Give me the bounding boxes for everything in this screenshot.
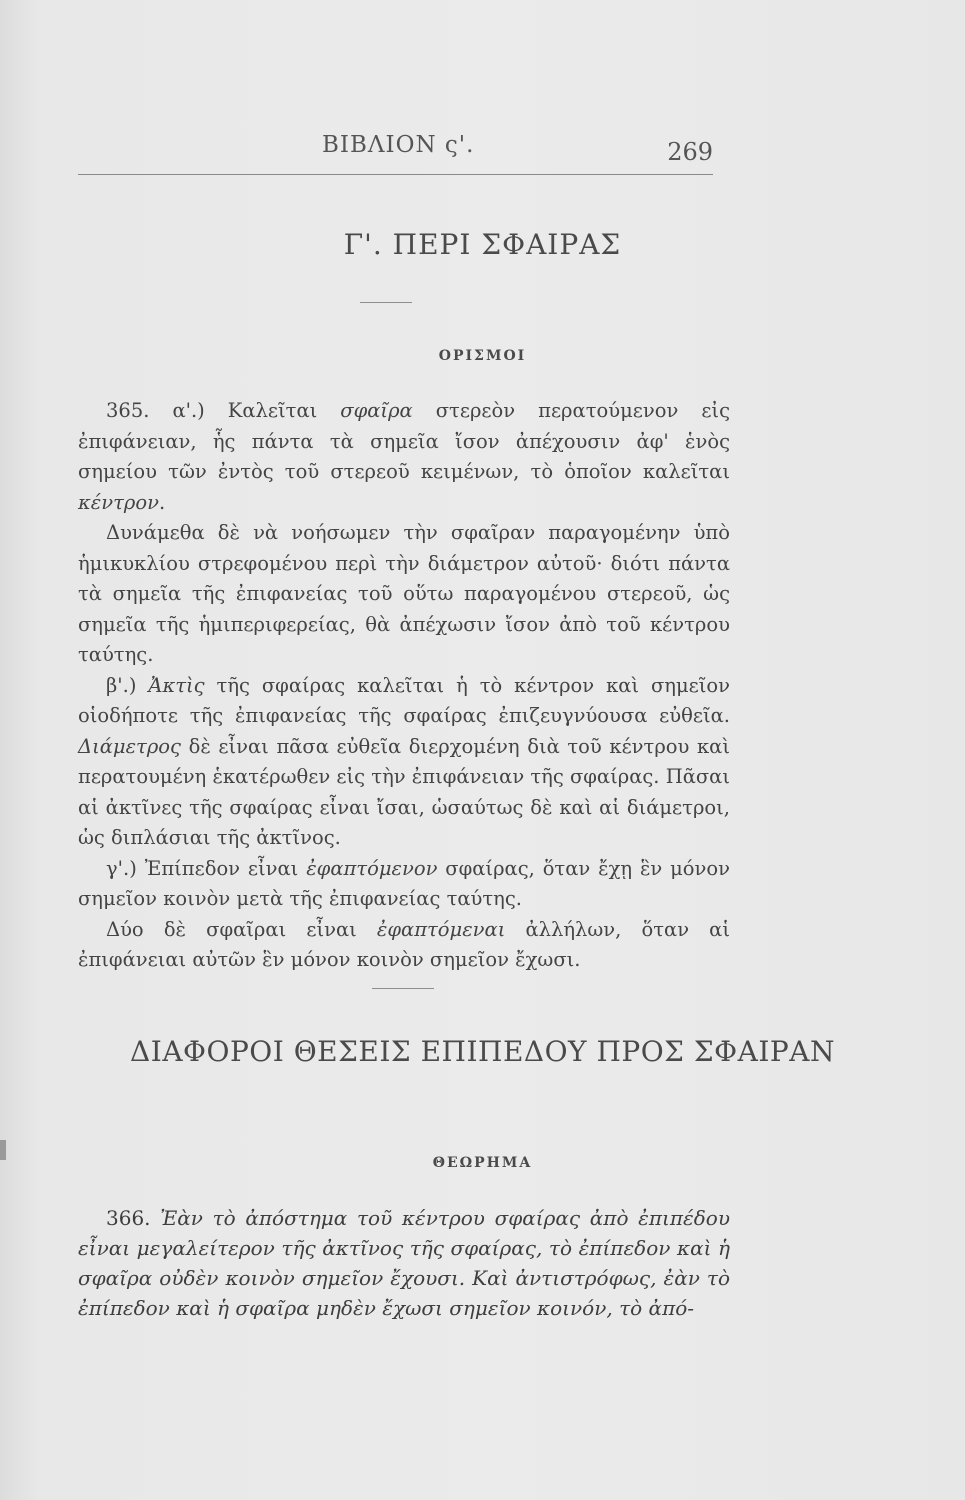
definitions-heading: ΟΡΙΣΜΟΙ xyxy=(438,348,527,364)
page-number: 269 xyxy=(667,138,713,166)
term-diameter: Διάμετρος xyxy=(78,734,181,758)
chapter-title: Γ'. ΠΕΡΙ ΣΦΑΙΡΑΣ xyxy=(343,228,622,261)
definitions-body xyxy=(78,396,730,976)
text-span: β'.) xyxy=(106,673,149,697)
definition-paragraph xyxy=(78,915,730,976)
term-tangent: ἐφαπτόμενον xyxy=(306,856,438,880)
theorem-body xyxy=(78,1203,730,1323)
definition-paragraph: Δυνάμεθα δὲ νὰ νοήσωμεν τὴν σφαῖραν παραγομένην ὑπὸ ἡμικυκλίου στρεφομένου περὶ τὴν διάμετρον αὐτοῦ· διότι πάντα τὰ σημεῖα τῆς ἐπιφανείας τοῦ οὕτω παραγομένου στερεοῦ, ὡς σημεῖα τῆς ἡμιπεριφερείας, θὰ ἀπέχωσιν ἴσον ἀπὸ τοῦ κέντρου ταύτης. xyxy=(78,521,730,666)
text-span: ἀλλήλων, ὅταν αἱ ἐπιφάνειαι αὐτῶν ἓν μόνον κοινὸν σημεῖον ἔχωσι. xyxy=(78,917,730,971)
running-title: ΒΙΒΛΙΟΝ ς'. xyxy=(322,132,475,158)
definition-paragraph xyxy=(78,396,730,518)
text-span: γ'.) Ἐπίπεδον εἶναι xyxy=(106,856,307,880)
theorem-heading: ΘΕΩΡΗΜΑ xyxy=(432,1155,533,1171)
theorem-statement: Ἐὰν τὸ ἀπόστημα τοῦ κέντρου σφαίρας ἀπὸ ἐπιπέδου εἶναι μεγαλείτερον τῆς ἀκτῖνος τῆς σφαίρας, τὸ ἐπίπεδον καὶ ἡ σφαῖρα οὐδὲν κοινὸν σημεῖον ἔχουσι. Καὶ ἀντιστρόφως, ἐὰν τὸ ἐπίπεδον καὶ ἡ σφαῖρα μηδὲν ἔχωσι σημεῖον κοινόν, τὸ ἀπό- xyxy=(78,1206,730,1320)
running-header xyxy=(78,126,713,175)
text-span: Δύο δὲ σφαῖραι εἶναι xyxy=(106,917,377,941)
definition-paragraph xyxy=(78,671,730,854)
section-title: ΔΙΑΦΟΡΟΙ ΘΕΣΕΙΣ ΕΠΙΠΕΔΟΥ ΠΡΟΣ ΣΦΑΙΡΑΝ xyxy=(130,1035,835,1068)
divider-rule xyxy=(372,988,434,989)
theorem-number: 366. xyxy=(106,1206,151,1230)
definition-paragraph xyxy=(78,854,730,915)
text-span: δὲ εἶναι πᾶσα εὐθεῖα διερχομένη διὰ τοῦ κέντρου καὶ περατουμένη ἑκατέρωθεν εἰς τὴν ἐπιφάνειαν τῆς σφαίρας. Πᾶσαι αἱ ἀκτῖνες τῆς σφαίρας εἶναι ἴσαι, ὡσαύτως δὲ καὶ αἱ διάμετροι, ὡς διπλάσιαι τῆς ἀκτῖνος. xyxy=(78,734,730,849)
term-sphere: σφαῖρα xyxy=(340,399,413,422)
divider-rule xyxy=(360,302,412,303)
term-tangent-spheres: ἐφαπτόμεναι xyxy=(376,917,506,941)
term-center: κέντρον xyxy=(78,490,159,514)
text-span: τῆς σφαίρας καλεῖται ἡ τὸ κέντρον καὶ σημεῖον οἱοδήποτε τῆς ἐπιφανείας τῆς σφαίρας ἐπιζευγνύουσα εὐθεῖα. xyxy=(78,673,731,727)
text-span: στερεὸν περατούμενον εἰς ἐπιφάνειαν, ἧς πάντα τὰ σημεῖα ἴσον ἀπέχουσιν ἀφ' ἑνὸς σημείου τῶν ἐντὸς τοῦ στερεοῦ κειμένων, τὸ ὁποῖον καλεῖται xyxy=(78,399,730,483)
text-span: σφαίρας, ὅταν ἔχῃ ἓν μόνον σημεῖον κοινὸν μετὰ τῆς ἐπιφανείας ταύτης. xyxy=(78,856,730,910)
text-span: 365. α'.) Καλεῖται xyxy=(106,399,341,422)
term-radius: Ἀκτὶς xyxy=(148,673,205,697)
text-span: . xyxy=(158,490,166,514)
theorem-paragraph xyxy=(78,1203,730,1323)
